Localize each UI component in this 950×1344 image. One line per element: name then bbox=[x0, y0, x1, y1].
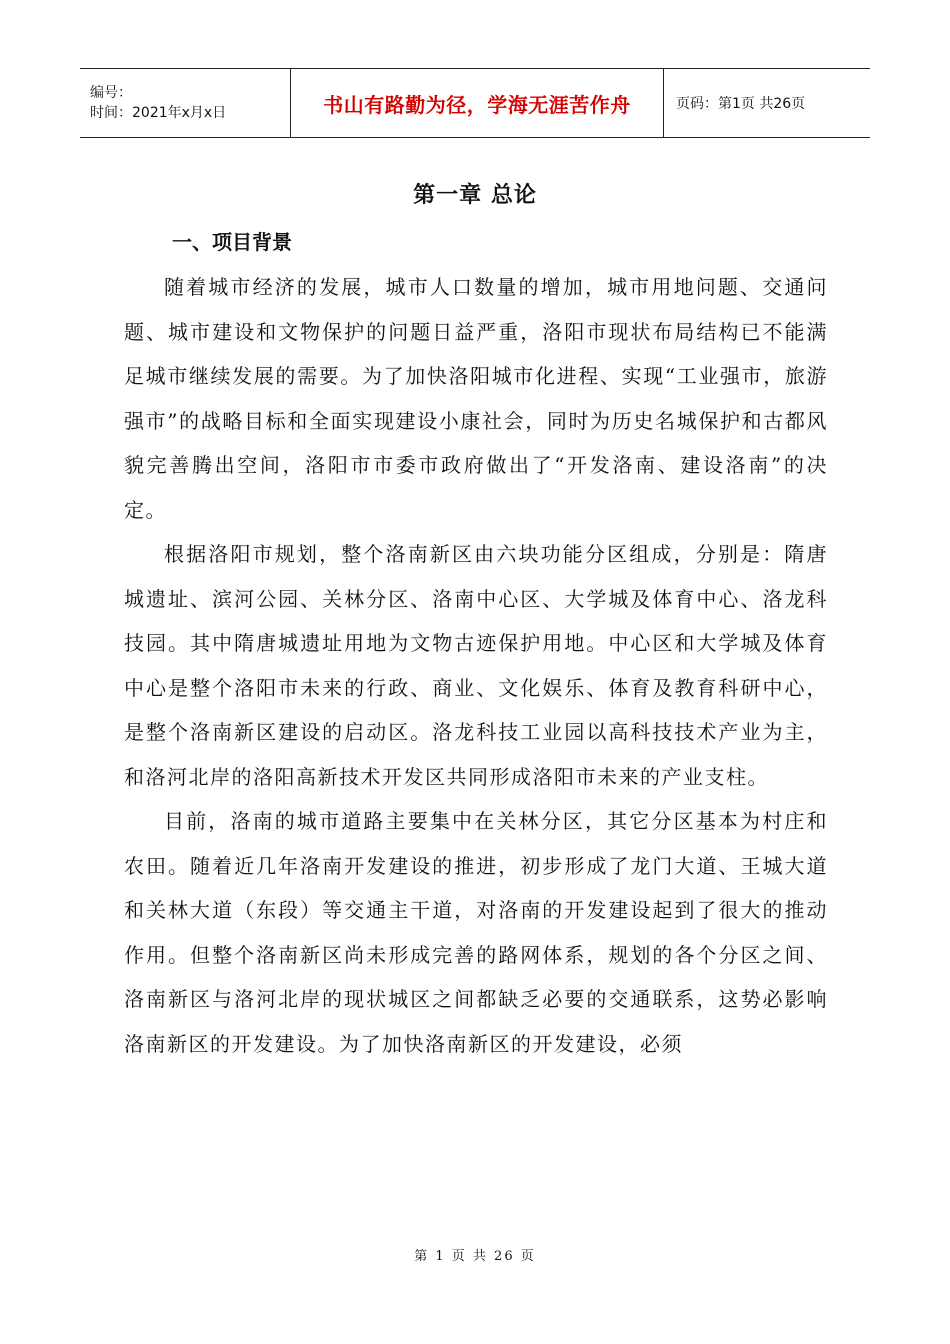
time-label: 时间：2021年x月x日 bbox=[90, 105, 227, 121]
paragraph-1: 随着城市经济的发展，城市人口数量的增加，城市用地问题、交通问题、城市建设和文物保护的问题日益严重，洛阳市现状布局结构已不能满足城市继续发展的需要。为了加快洛阳城市化进程、实现“工业强市，旅游强市”的战略目标和全面实现建设小康社会，同时为历史名城保护和古都风貌完善腾出空间，洛阳市市委市政府做出了“开发洛南、建设洛南”的决定。 bbox=[124, 275, 828, 522]
header-motto-cell bbox=[290, 69, 664, 137]
page-info: 页码：第1页 共26页 bbox=[676, 96, 806, 112]
paragraph-2: 根据洛阳市规划，整个洛南新区由六块功能分区组成，分别是：隋唐城遗址、滨河公园、关林分区、洛南中心区、大学城及体育中心、洛龙科技园。其中隋唐城遗址用地为文物古迹保护用地。中心区和大学城及体育中心是整个洛阳市未来的行政、商业、文化娱乐、体育及教育科研中心，是整个洛南新区建设的启动区。洛龙科技工业园以高科技技术产业为主，和洛河北岸的洛阳高新技术开发区共同形成洛阳市未来的产业支柱。 bbox=[124, 542, 828, 789]
chapter-title: 第一章 总论 bbox=[413, 183, 537, 208]
body-text bbox=[124, 265, 828, 1066]
section-title: 一、项目背景 bbox=[172, 230, 292, 254]
document-header bbox=[80, 68, 870, 138]
page-footer: 第 1 页 共 26 页 bbox=[414, 1249, 536, 1264]
motto-text: 书山有路勤为径，学海无涯苦作舟 bbox=[323, 92, 631, 117]
paragraph-3: 目前，洛南的城市道路主要集中在关林分区，其它分区基本为村庄和农田。随着近几年洛南开发建设的推进，初步形成了龙门大道、王城大道和关林大道（东段）等交通主干道，对洛南的开发建设起到了很大的推动作用。但整个洛南新区尚未形成完善的路网体系，规划的各个分区之间、洛南新区与洛河北岸的现状城区之间都缺乏必要的交通联系，这势必影响洛南新区的开发建设。为了加快洛南新区的开发建设，必须 bbox=[124, 809, 828, 1056]
header-page-cell bbox=[664, 69, 870, 137]
header-meta bbox=[80, 69, 290, 137]
number-label: 编号： bbox=[90, 85, 132, 101]
